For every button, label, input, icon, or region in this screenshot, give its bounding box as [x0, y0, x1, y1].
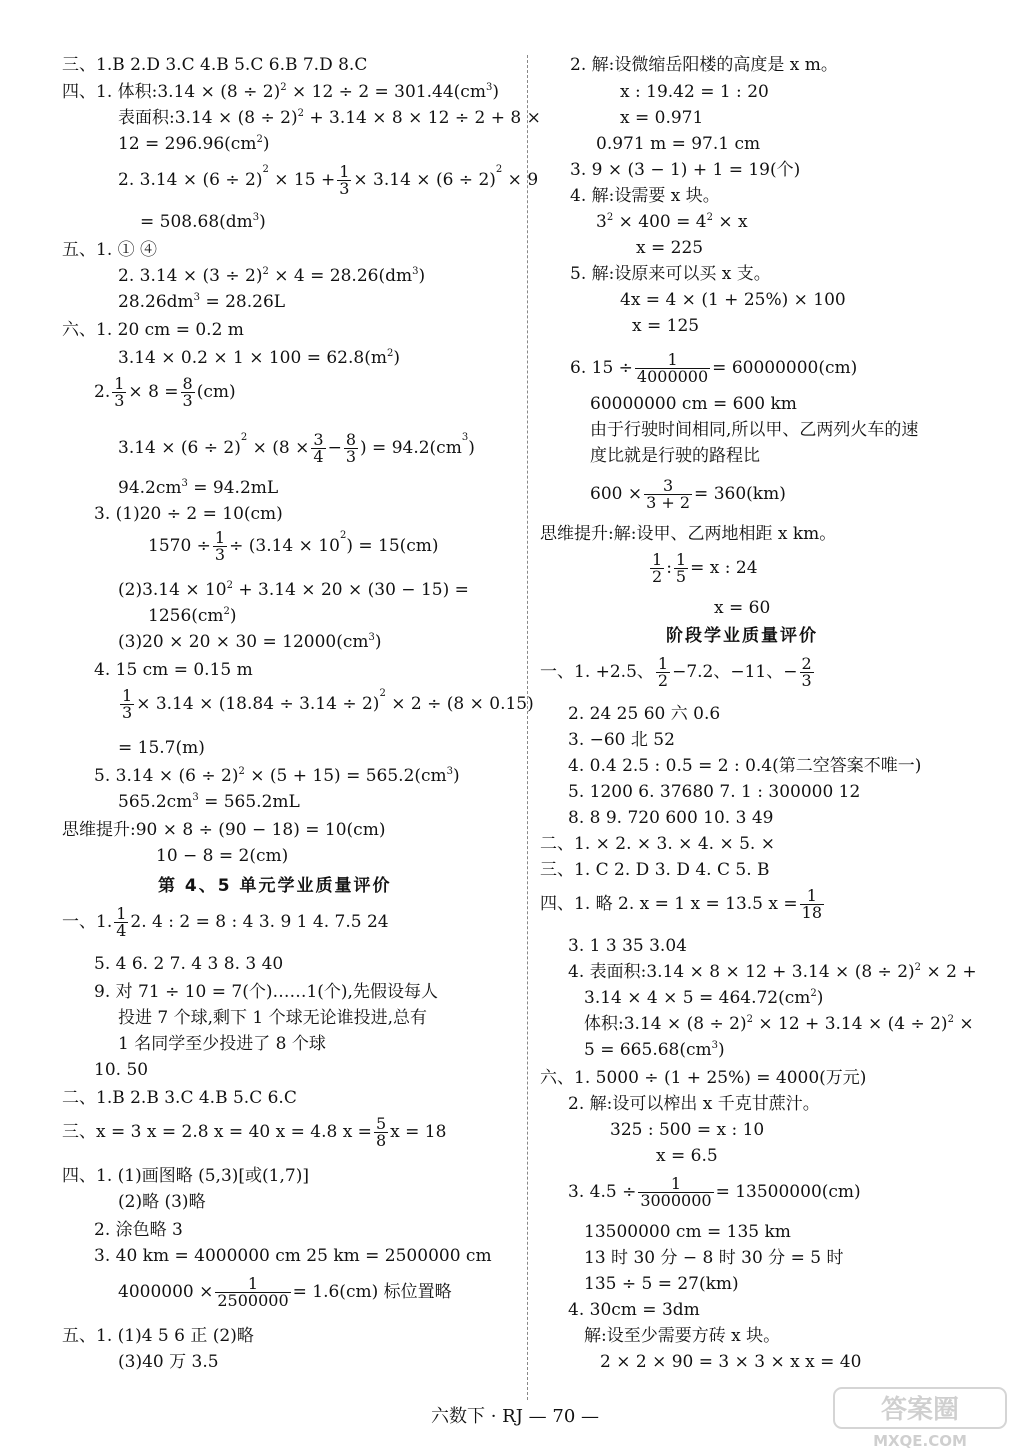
answer-line: $5 = 665.68(cm^3)$ — [584, 1040, 725, 1060]
answer-line: 表面积:3.14 × $(8 \div 2)^2 + 3.14 \times 8 \times 12 \div 2 + 8$ × — [118, 108, 541, 128]
answer-line: $28.26dm^3 = 28.26L$ — [118, 292, 286, 312]
answer-line: 3. 40 km = 4000000 cm 25 km = 2500000 cm — [94, 1246, 492, 1266]
fraction: $\frac{1}{3}$ — [122, 686, 133, 722]
answer-line: $565.2cm^3 = 565.2mL$ — [118, 792, 300, 812]
answer-line: $(2)3.14 \times 10^2 + 3.14 \times 20 \times (30 - 15)$ = — [118, 580, 469, 600]
answer-line: 三、1. C 2. D 3. D 4. C 5. B — [540, 860, 770, 880]
answer-line: 三、1.B 2.D 3.C 4.B 5.C 6.B 7.D 8.C — [62, 55, 368, 75]
answer-line: 四、1. 略 2. x = 1 x = 13.5 x = $\frac{1}{18}$ — [540, 886, 822, 922]
answer-line: 2 × 2 × 90 = 3 × 3 × x x = 40 — [600, 1352, 862, 1372]
fraction: $\frac{1}{4}$ — [116, 904, 127, 940]
column-divider — [527, 55, 528, 1400]
answer-line: 4000000 × $\frac{1}{2500000}$ = 1.6(cm) 标位置略 — [118, 1274, 452, 1310]
answer-line: = 15.7(m) — [118, 738, 205, 758]
fraction: $\frac{2}{3}$ — [801, 654, 812, 690]
answer-line: 2. 涂色略 3 — [94, 1220, 183, 1240]
answer-line: 一、1. +2.5、 $\frac{1}{2}$ −7.2、−11、− $\frac{2}{3}$ — [540, 654, 812, 690]
answer-line: x = 125 — [632, 316, 700, 336]
answer-line: 2. $3.14 \times (3 \div 2)^2 \times 4 = 28.26(dm^3)$ — [118, 266, 426, 286]
answer-line: 4. 15 cm = 0.15 m — [94, 660, 253, 680]
answer-line: 由于行驶时间相同,所以甲、乙两列火车的速 — [590, 420, 919, 440]
answer-line: 4. 解:设需要 x 块。 — [570, 186, 720, 206]
watermark-url: MXQE.COM — [873, 1432, 967, 1450]
fraction: $\frac{3}{4}$ — [313, 430, 324, 466]
answer-line: 四、1. (1)画图略 (5,3)[或(1,7)] — [62, 1166, 309, 1186]
fraction: $\frac{1}{3}$ — [114, 374, 125, 410]
fraction: $\frac{1}{3000000}$ — [640, 1174, 712, 1210]
answer-line: 思维提升:解:设甲、乙两地相距 x km。 — [540, 524, 837, 544]
answer-line: 二、1.B 2.B 3.C 4.B 5.C 6.C — [62, 1088, 297, 1108]
answer-line: 600 × $\frac{3}{3 + 2}$ = 360(km) — [590, 476, 786, 512]
answer-line: 三、x = 3 x = 2.8 x = 40 x = 4.8 x = $\frac{5}{8}$ x = 18 — [62, 1114, 447, 1150]
answer-line: (3)40 万 3.5 — [118, 1352, 219, 1372]
fraction: $\frac{8}{3}$ — [345, 430, 357, 466]
answer-line: 思维提升:90 × 8 ÷ (90 − 18) = 10(cm) — [62, 820, 386, 840]
fraction: $\frac{8}{3}$ — [182, 374, 193, 410]
fraction: $\frac{1}{2500000}$ — [217, 1274, 289, 1310]
answer-line: x = 225 — [636, 238, 704, 258]
answer-line: 3. 4.5 ÷ $\frac{1}{3000000}$ = 13500000(cm) — [568, 1174, 861, 1210]
answer-line: x = 0.971 — [620, 108, 704, 128]
answer-line: 6. 15 ÷ $\frac{1}{4000000}$ = 60000000(cm) — [570, 350, 858, 386]
answer-line: 1570 ÷ $\frac{1}{3}$ ÷ $(3.14 \times 10^2) = 15(cm)$ — [148, 528, 439, 564]
fraction: $\frac{1}{5}$ — [675, 550, 687, 586]
answer-line: 五、1. ① ④ — [62, 240, 158, 260]
fraction: $\frac{5}{8}$ — [375, 1114, 387, 1150]
answer-line: x : 19.42 = 1 : 20 — [620, 82, 769, 102]
answer-line: $3.14 \times 0.2 \times 1 \times 100 = 62.8(m^2)$ — [118, 348, 400, 368]
answer-line: x = 6.5 — [656, 1146, 718, 1166]
answer-line: 13500000 cm = 135 km — [584, 1222, 791, 1242]
answer-line: 2. 解:设微缩岳阳楼的高度是 x m。 — [570, 55, 838, 75]
section-heading: 第 4、5 单元学业质量评价 — [158, 876, 392, 896]
answer-line: 2. $3.14 \times (6 \div 2)^2 \times 15$ + $\frac{1}{3}$ × $3.14 \times (6 \div 2)^2 \times 9$ — [118, 162, 539, 198]
answer-line: 4. 0.4 2.5 : 0.5 = 2 : 0.4(第二空答案不唯一) — [568, 756, 922, 776]
answer-line: 0.971 m = 97.1 cm — [596, 134, 761, 154]
watermark-text: 答案圈 — [880, 1395, 960, 1425]
answer-line: 10. 50 — [94, 1060, 149, 1080]
answer-line: 4. 表面积:3.14 × $8 \times 12 + 3.14 \times (8 \div 2)^2 \times 2$ + — [568, 962, 977, 982]
answer-line: 3. −60 北 52 — [568, 730, 675, 750]
fraction: $\frac{1}{2}$ — [657, 654, 669, 690]
answer-line: $3.14 \times 4 \times 5 = 464.72(cm^2)$ — [584, 988, 824, 1008]
answer-line: 5. 4 6. 2 7. 4 3 8. 3 40 — [94, 954, 284, 974]
answer-line: 4x = 4 × (1 + 25%) × 100 — [620, 290, 846, 310]
right-column — [540, 0, 1010, 1454]
answer-line: 10 − 8 = 2(cm) — [156, 846, 289, 866]
answer-line: 2. $\frac{1}{3}$ × 8 = $\frac{8}{3}$ (cm) — [94, 374, 236, 410]
answer-line: 5. $3.14 \times (6 \div 2)^2 \times (5 + 15) = 565.2(cm^3)$ — [94, 766, 460, 786]
answer-line: $12 = 296.96(cm^2)$ — [118, 134, 270, 154]
answer-line: 135 ÷ 5 = 27(km) — [584, 1274, 739, 1294]
answer-line: 3. 9 × (3 − 1) + 1 = 19(个) — [570, 160, 801, 180]
left-column — [62, 0, 541, 1454]
answer-line: 解:设至少需要方砖 x 块。 — [584, 1326, 781, 1346]
answer-line: 度比就是行驶的路程比 — [590, 446, 760, 466]
answer-line: 3. 1 3 35 3.04 — [568, 936, 687, 956]
watermark-logo — [830, 1382, 1010, 1452]
answer-line: 体积:3.14 × $(8 \div 2)^2 \times 12 + 3.14 \times (4 \div 2)^2$ × — [584, 1014, 974, 1034]
fraction: $\frac{1}{3}$ — [214, 528, 226, 564]
fraction: $\frac{1}{4000000}$ — [636, 350, 709, 386]
answer-line: 五、1. (1)4 5 6 正 (2)略 — [62, 1326, 254, 1346]
fraction: $\frac{3}{3 + 2}$ — [646, 476, 691, 512]
answer-line: 4. 30cm = 3dm — [568, 1300, 700, 1320]
answer-line: $(3)20 \times 20 \times 30 = 12000(cm^3)$ — [118, 632, 382, 652]
answer-line: 3. (1)20 ÷ 2 = 10(cm) — [94, 504, 283, 524]
answer-line: 六、1. 20 cm = 0.2 m — [62, 320, 244, 340]
answer-line: 四、1. 体积:3.14 × $(8 \div 2)^2 \times 12 \div 2 = 301.44(cm^3)$ — [62, 82, 499, 102]
answer-line: 1 名同学至少投进了 8 个球 — [118, 1034, 326, 1054]
answer-line: 13 时 30 分 − 8 时 30 分 = 5 时 — [584, 1248, 844, 1268]
answer-line: 2. 解:设可以榨出 x 千克甘蔗汁。 — [568, 1094, 820, 1114]
page-footer: 六数下 · RJ — 70 — — [430, 1406, 599, 1427]
answer-line: = $508.68(dm^3)$ — [140, 212, 266, 232]
answer-line: (2)略 (3)略 — [118, 1192, 206, 1212]
answer-line: 5. 1200 6. 37680 7. 1 : 300000 12 — [568, 782, 861, 802]
answer-line: 2. 24 25 60 六 0.6 — [568, 704, 721, 724]
answer-line: $1256(cm^2)$ — [148, 606, 237, 626]
answer-line: $3^2 \times 400 = 4^2 \times x$ — [596, 212, 748, 232]
answer-line: 60000000 cm = 600 km — [590, 394, 797, 414]
answer-line: 5. 解:设原来可以买 x 支。 — [570, 264, 771, 284]
answer-line: $3.14 \times (6 \div 2)^2 \times (8$ × $\frac{3}{4}$ − $\frac{8}{3}$ ) = $94.2(cm^3)$ — [118, 430, 475, 466]
fraction: $\frac{1}{2}$ — [652, 550, 663, 586]
section-heading: 阶段学业质量评价 — [666, 626, 818, 646]
answer-line: $94.2cm^3 = 94.2mL$ — [118, 478, 279, 498]
answer-line: 投进 7 个球,剩下 1 个球无论谁投进,总有 — [118, 1008, 428, 1028]
answer-line: 325 : 500 = x : 10 — [610, 1120, 765, 1140]
fraction: $\frac{1}{3}$ — [339, 162, 350, 198]
fraction: $\frac{1}{18}$ — [801, 886, 822, 922]
answer-line: $\frac{1}{3}$ × $3.14 \times (18.84 \div 3.14 \div 2)^2 \times 2 \div (8 \times 0.15)$ — [122, 686, 534, 722]
answer-line: 六、1. 5000 ÷ (1 + 25%) = 4000(万元) — [540, 1068, 867, 1088]
answer-line: x = 60 — [714, 598, 771, 618]
answer-line: 一、1. $\frac{1}{4}$ 2. 4 : 2 = 8 : 4 3. 9 1 4. 7.5 24 — [62, 904, 389, 940]
answer-line: 8. 8 9. 720 600 10. 3 49 — [568, 808, 774, 828]
answer-line: 二、1. × 2. × 3. × 4. × 5. × — [540, 834, 775, 854]
answer-line: $\frac{1}{2}$ : $\frac{1}{5}$ = x : 24 — [652, 550, 758, 586]
answer-line: 9. 对 71 ÷ 10 = 7(个)……1(个),先假设每人 — [94, 982, 438, 1002]
